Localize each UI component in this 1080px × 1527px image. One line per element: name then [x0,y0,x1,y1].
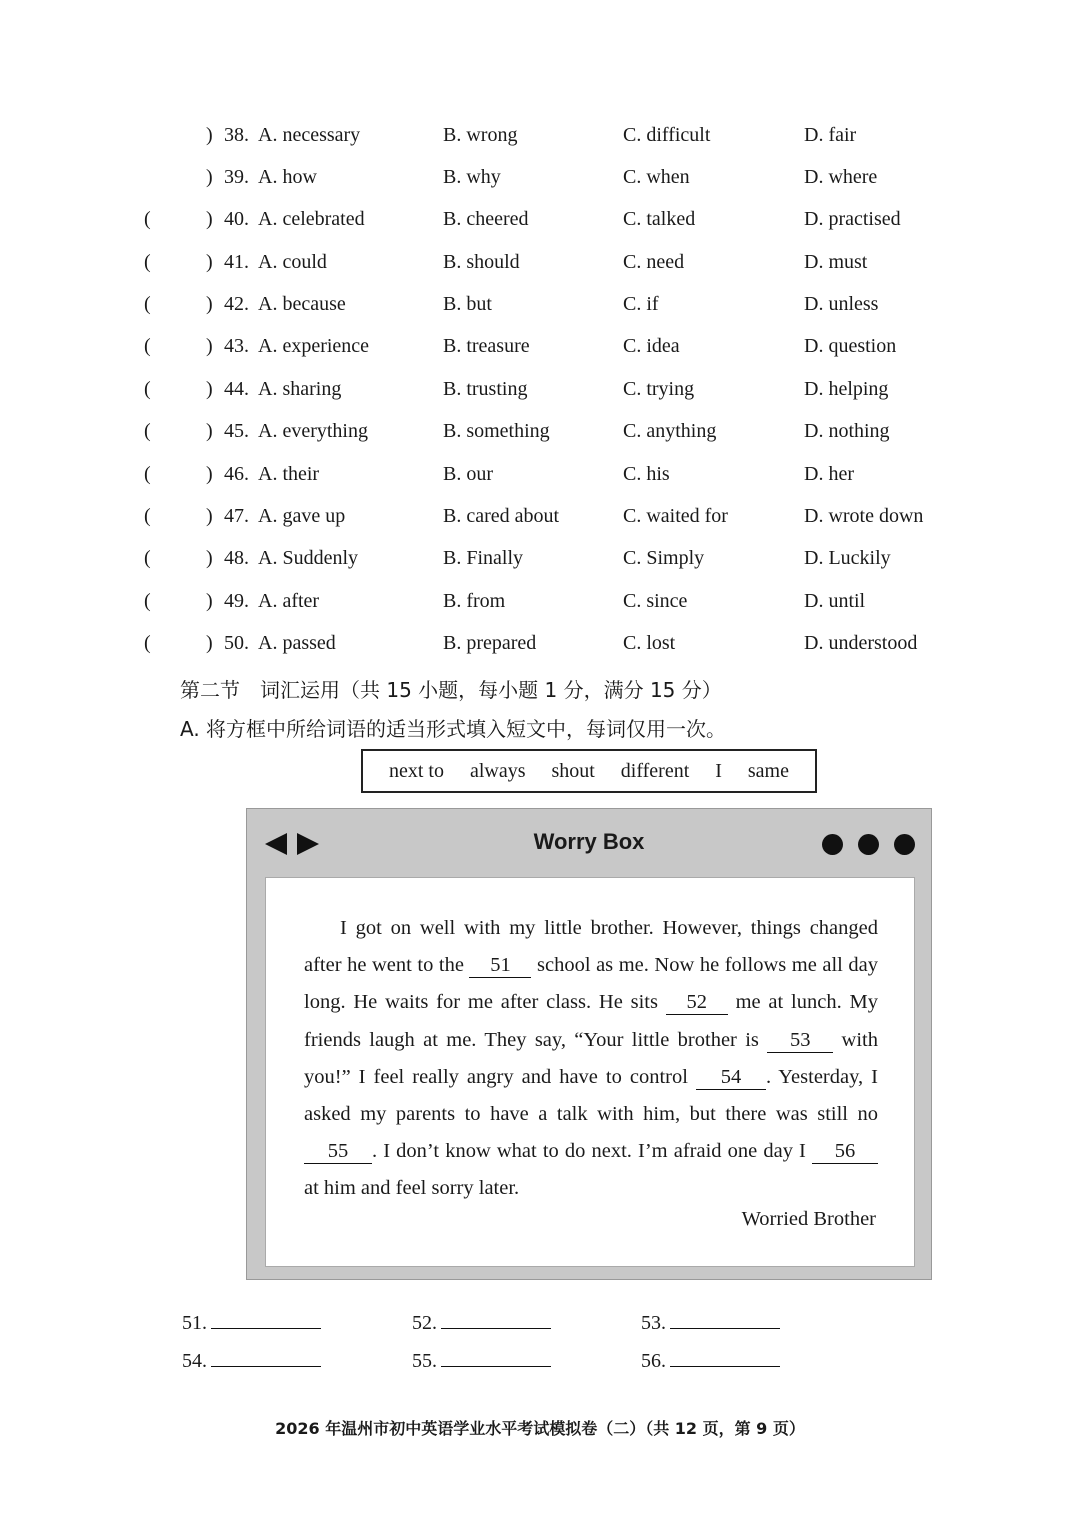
answer-paren-right: ) [206,547,213,569]
answer-paren-right: ) [206,335,213,357]
answer-paren-right: ) [206,505,213,527]
option-d: D. helping [804,378,889,400]
option-c: C. difficult [623,124,711,146]
question-number: 45. [224,420,249,442]
option-d: D. must [804,251,868,273]
option-a: A. sharing [258,378,342,400]
option-c: C. his [623,463,670,485]
option-b: B. from [443,590,506,612]
question-number: 47. [224,505,249,527]
option-d: D. fair [804,124,857,146]
question-number: 50. [224,632,249,654]
question-number: 38. [224,124,249,146]
answer-paren-left: ( [144,251,151,273]
answer-paren-left: ( [144,208,151,230]
question-number: 40. [224,208,249,230]
blank-51: 51 [469,953,531,978]
answer-paren-left: ( [144,590,151,612]
answer-paren-left: ( [144,378,151,400]
option-d: D. until [804,590,866,612]
option-b: B. treasure [443,335,530,357]
option-c: C. Simply [623,547,705,569]
option-a: A. their [258,463,320,485]
answer-paren-left: ( [144,463,151,485]
circle-icon [894,834,915,855]
question-number: 46. [224,463,249,485]
passage-segment: school as me. Now he follows me all day long. He waits for me after class. He sits [304,954,878,1014]
option-d: D. nothing [804,420,890,442]
circle-icon [822,834,843,855]
answer-number: 51. [182,1312,207,1334]
answer-blank[interactable] [641,1310,780,1335]
option-a: A. passed [258,632,336,654]
answer-paren-right: ) [206,166,213,188]
option-a: A. necessary [258,124,361,146]
option-d: D. her [804,463,854,485]
answer-blank[interactable] [641,1348,780,1373]
question-number: 42. [224,293,249,315]
option-c: C. when [623,166,690,188]
option-b: B. cared about [443,505,560,527]
option-b: B. prepared [443,632,537,654]
window-titlebar [247,809,931,875]
question-number: 44. [224,378,249,400]
passage-segment: I got on well with my little brother. However, things changed after he went to the [304,917,878,977]
passage-segment: at him and feel sorry later. [304,1177,520,1200]
option-c: C. need [623,251,685,273]
answer-number: 56. [641,1350,666,1372]
answer-paren-left: ( [144,632,151,654]
answer-number: 55. [412,1350,437,1372]
answer-paren-right: ) [206,378,213,400]
option-d: D. where [804,166,878,188]
option-c: C. since [623,590,688,612]
option-d: D. wrote down [804,505,924,527]
window-title: Worry Box [533,829,645,854]
blank-55: 55 [304,1139,372,1164]
answer-number: 54. [182,1350,207,1372]
word-box-item: different [620,759,690,782]
option-b: B. something [443,420,550,442]
answer-line[interactable] [441,1348,551,1367]
answer-paren-left: ( [144,547,151,569]
option-d: D. practised [804,208,901,230]
option-a: A. could [258,251,327,273]
word-box [361,749,817,793]
option-b: B. should [443,251,520,273]
word-box-item: I [715,759,722,782]
answer-paren-left: ( [144,505,151,527]
question-number: 48. [224,547,249,569]
answer-paren-right: ) [206,590,213,612]
passage-segment: . Yesterday, I asked my parents to have a talk with him, but there was still no [304,1065,878,1126]
answer-paren-right: ) [206,463,213,485]
option-a: A. after [258,590,320,612]
page-footer: 2026 年温州市初中英语学业水平考试模拟卷（二）（共 12 页，第 9 页） [275,1419,805,1438]
option-d: D. question [804,335,897,357]
option-a: A. how [258,166,317,188]
option-c: C. if [623,293,659,315]
answer-paren-right: ) [206,124,213,146]
option-b: B. Finally [443,547,524,569]
answer-paren-right: ) [206,208,213,230]
option-b: B. trusting [443,378,528,400]
blank-54: 54 [696,1065,766,1090]
option-c: C. idea [623,335,680,357]
answer-blank[interactable] [182,1310,321,1335]
answer-paren-right: ) [206,251,213,273]
passage-text [304,910,878,1208]
answer-paren-right: ) [206,632,213,654]
option-b: B. why [443,166,501,188]
option-a: A. gave up [258,505,346,527]
answer-paren-right: ) [206,420,213,442]
option-b: B. wrong [443,124,518,146]
answer-number: 52. [412,1312,437,1334]
worry-box-window [246,808,932,1280]
option-c: C. anything [623,420,717,442]
answer-blank[interactable] [412,1310,551,1335]
answer-blank[interactable] [412,1348,551,1373]
answer-paren-left: ( [144,420,151,442]
option-a: A. everything [258,420,368,442]
answer-paren-left: ( [144,293,151,315]
window-content [265,877,915,1267]
question-number: 39. [224,166,249,188]
answer-line[interactable] [670,1310,780,1329]
passage-segment: me at lunch. My friends laugh at me. They say, “Your little brother is [304,991,878,1051]
word-box-item: shout [551,759,595,782]
option-d: D. understood [804,632,918,654]
option-d: D. Luckily [804,547,891,569]
question-number: 43. [224,335,249,357]
answer-blank[interactable] [182,1348,321,1373]
answer-paren-right: ) [206,293,213,315]
question-number: 41. [224,251,249,273]
blank-52: 52 [666,990,728,1015]
answer-line[interactable] [441,1310,551,1329]
option-a: A. because [258,293,346,315]
question-number: 49. [224,590,249,612]
word-box-item: always [469,759,526,782]
word-box-item: next to [388,759,444,782]
passage-segment: with you!” I feel really angry and have to control [304,1028,878,1088]
section-title: 第二节 词汇运用（共 15 小题，每小题 1 分，满分 15 分） [180,678,722,702]
blank-53: 53 [767,1028,833,1053]
option-b: B. but [443,293,492,315]
option-c: C. lost [623,632,676,654]
signoff: Worried Brother [741,1208,876,1230]
passage-segment: . I don’t know what to do next. I’m afraid one day I [372,1140,812,1163]
answer-number: 53. [641,1312,666,1334]
option-c: C. talked [623,208,696,230]
blank-56: 56 [812,1139,878,1164]
option-a: A. celebrated [258,208,365,230]
option-b: B. cheered [443,208,529,230]
option-d: D. unless [804,293,879,315]
option-a: A. Suddenly [258,547,358,569]
answer-line[interactable] [670,1348,780,1367]
answer-paren-left: ( [144,335,151,357]
section-instruction: A. 将方框中所给词语的适当形式填入短文中，每词仅用一次。 [180,717,727,741]
option-b: B. our [443,463,493,485]
option-c: C. trying [623,378,695,400]
circle-icon [858,834,879,855]
option-c: C. waited for [623,505,728,527]
option-a: A. experience [258,335,370,357]
answer-line[interactable] [211,1348,321,1367]
word-box-item: same [747,759,789,782]
answer-line[interactable] [211,1310,321,1329]
